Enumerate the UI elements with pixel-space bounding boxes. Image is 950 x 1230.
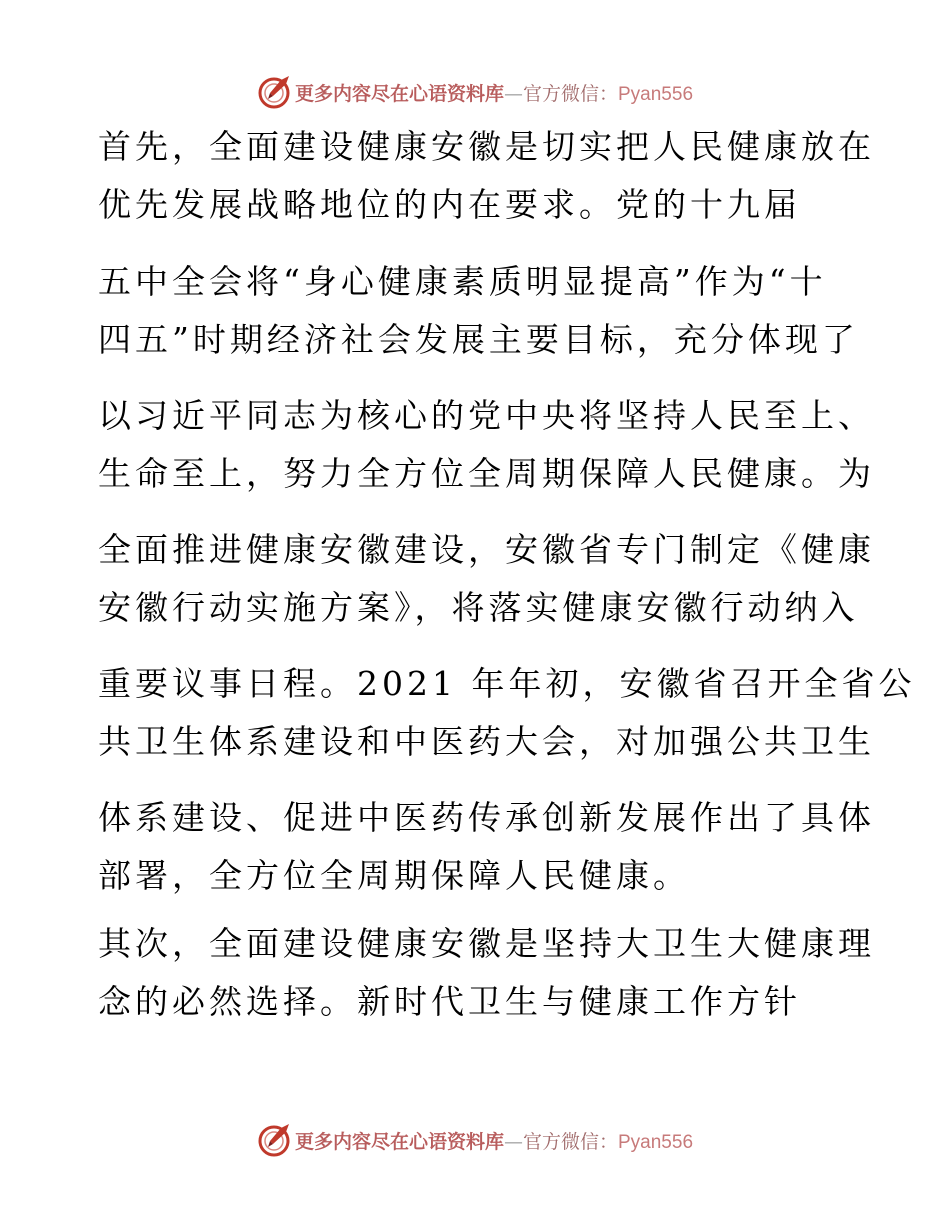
text-line: 部署，全方位全周期保障人民健康。 (98, 856, 690, 895)
text-line: 念的必然选择。新时代卫生与健康工作方针 (98, 982, 801, 1021)
watermark-separator: — (503, 82, 523, 105)
wechat-label: 官方微信： (522, 1130, 618, 1153)
text-line: 共卫生体系建设和中医药大会，对加强公共卫生 (98, 722, 875, 761)
text-line: 其次，全面建设健康安徽是坚持大卫生大健康理 (98, 924, 875, 963)
text-line: 重要议事日程。2021 年年初，安徽省召开全省公 (98, 664, 916, 703)
text-line: 全面推进健康安徽建设，安徽省专门制定《健康 (98, 530, 875, 569)
pen-logo-icon (257, 1122, 293, 1158)
text-line: 四五”时期经济社会发展主要目标，充分体现了 (98, 320, 859, 359)
text-line: 生命至上，努力全方位全周期保障人民健康。为 (98, 454, 875, 493)
text-line: 安徽行动实施方案》，将落实健康安徽行动纳入 (98, 588, 859, 627)
text-line: 以习近平同志为核心的党中央将坚持人民至上、 (98, 396, 875, 435)
watermark-text: 更多内容尽在心语资料库 (294, 82, 504, 105)
text-line: 首先，全面建设健康安徽是切实把人民健康放在 (98, 127, 875, 166)
text-line: 五中全会将“身心健康素质明显提高”作为“十 (98, 262, 827, 301)
wechat-label: 官方微信： (522, 82, 618, 105)
watermark-separator: — (503, 1130, 523, 1153)
text-line: 优先发展战略地位的内在要求。党的十九届 (98, 185, 801, 224)
wechat-id: Pyan556 (618, 1131, 694, 1153)
text-line: 体系建设、促进中医药传承创新发展作出了具体 (98, 798, 875, 837)
watermark-text: 更多内容尽在心语资料库 (294, 1130, 504, 1153)
wechat-id: Pyan556 (618, 83, 694, 105)
footer-watermark (0, 1120, 950, 1160)
